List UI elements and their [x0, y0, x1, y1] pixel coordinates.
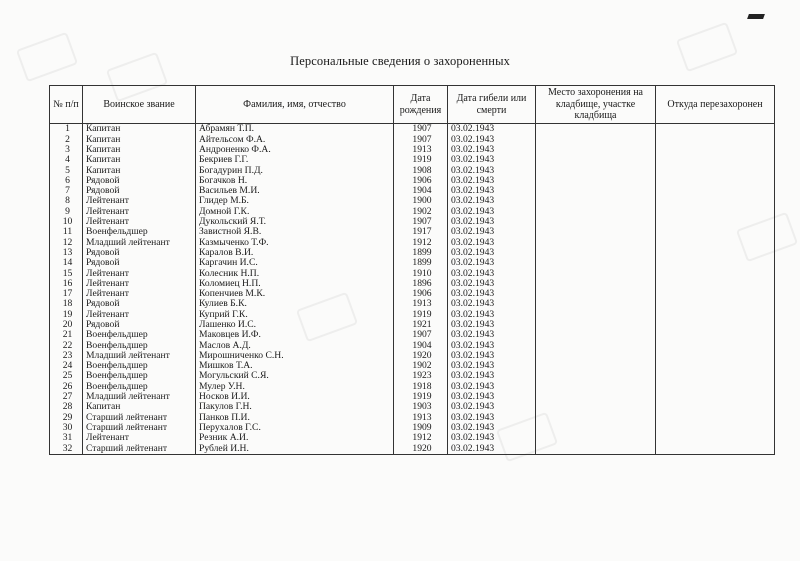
reburied-from-cell	[656, 423, 775, 433]
rank-cell: Рядовой	[83, 258, 196, 268]
death-date-cell: 03.02.1943	[448, 155, 536, 165]
name-cell: Пакулов Г.Н.	[196, 402, 394, 412]
name-cell: Кулиев Б.К.	[196, 299, 394, 309]
burial-place-cell	[536, 258, 656, 268]
death-date-cell: 03.02.1943	[448, 371, 536, 381]
reburied-from-cell	[656, 248, 775, 258]
name-cell: Айтельсом Ф.А.	[196, 134, 394, 144]
burial-place-cell	[536, 268, 656, 278]
rank-cell: Рядовой	[83, 299, 196, 309]
death-date-cell: 03.02.1943	[448, 381, 536, 391]
rank-cell: Младший лейтенант	[83, 351, 196, 361]
table-row	[50, 361, 775, 371]
rank-cell: Лейтенант	[83, 433, 196, 443]
name-cell: Васильев М.И.	[196, 186, 394, 196]
rank-cell: Старший лейтенант	[83, 412, 196, 422]
rank-cell: Старший лейтенант	[83, 423, 196, 433]
birth-year-cell: 1902	[394, 361, 448, 371]
name-cell: Мулер У.Н.	[196, 381, 394, 391]
birth-year-cell: 1906	[394, 289, 448, 299]
birth-year-cell: 1906	[394, 175, 448, 185]
rank-cell: Капитан	[83, 124, 196, 135]
name-cell: Богачков Н.	[196, 175, 394, 185]
header-reburied-from: Откуда перезахоронен	[656, 86, 775, 124]
reburied-from-cell	[656, 268, 775, 278]
burial-place-cell	[536, 134, 656, 144]
table-row	[50, 340, 775, 350]
burial-place-cell	[536, 145, 656, 155]
table-row	[50, 423, 775, 433]
death-date-cell: 03.02.1943	[448, 320, 536, 330]
reburied-from-cell	[656, 258, 775, 268]
birth-year-cell: 1899	[394, 258, 448, 268]
row-number: 23	[50, 351, 83, 361]
reburied-from-cell	[656, 155, 775, 165]
row-number: 32	[50, 443, 83, 454]
row-number: 13	[50, 248, 83, 258]
row-number: 28	[50, 402, 83, 412]
row-number: 21	[50, 330, 83, 340]
reburied-from-cell	[656, 237, 775, 247]
birth-year-cell: 1907	[394, 217, 448, 227]
burial-place-cell	[536, 423, 656, 433]
reburied-from-cell	[656, 134, 775, 144]
header-rank: Воинское звание	[83, 86, 196, 124]
name-cell: Куприй Г.К.	[196, 309, 394, 319]
table-row	[50, 392, 775, 402]
rank-cell: Военфельдшер	[83, 371, 196, 381]
table-row	[50, 268, 775, 278]
table-row	[50, 165, 775, 175]
row-number: 14	[50, 258, 83, 268]
birth-year-cell: 1904	[394, 186, 448, 196]
birth-year-cell: 1903	[394, 402, 448, 412]
reburied-from-cell	[656, 309, 775, 319]
reburied-from-cell	[656, 196, 775, 206]
table-row	[50, 237, 775, 247]
birth-year-cell: 1917	[394, 227, 448, 237]
burial-place-cell	[536, 217, 656, 227]
death-date-cell: 03.02.1943	[448, 433, 536, 443]
name-cell: Глидер М.Б.	[196, 196, 394, 206]
table-row	[50, 443, 775, 454]
rank-cell: Лейтенант	[83, 289, 196, 299]
name-cell: Завистной Я.В.	[196, 227, 394, 237]
row-number: 8	[50, 196, 83, 206]
reburied-from-cell	[656, 351, 775, 361]
name-cell: Мишков Т.А.	[196, 361, 394, 371]
row-number: 31	[50, 433, 83, 443]
row-number: 5	[50, 165, 83, 175]
rank-cell: Военфельдшер	[83, 340, 196, 350]
birth-year-cell: 1902	[394, 206, 448, 216]
rank-cell: Младший лейтенант	[83, 392, 196, 402]
death-date-cell: 03.02.1943	[448, 248, 536, 258]
death-date-cell: 03.02.1943	[448, 278, 536, 288]
table-body	[50, 124, 775, 455]
birth-year-cell: 1923	[394, 371, 448, 381]
reburied-from-cell	[656, 402, 775, 412]
table-row	[50, 278, 775, 288]
death-date-cell: 03.02.1943	[448, 412, 536, 422]
birth-year-cell: 1920	[394, 443, 448, 454]
header-birth-date: Дата рождения	[394, 86, 448, 124]
table-row	[50, 175, 775, 185]
birth-year-cell: 1899	[394, 248, 448, 258]
death-date-cell: 03.02.1943	[448, 340, 536, 350]
table-row	[50, 258, 775, 268]
rank-cell: Рядовой	[83, 175, 196, 185]
table-row	[50, 371, 775, 381]
table-row	[50, 320, 775, 330]
burial-place-cell	[536, 320, 656, 330]
reburied-from-cell	[656, 227, 775, 237]
row-number: 1	[50, 124, 83, 135]
table-row	[50, 206, 775, 216]
death-date-cell: 03.02.1943	[448, 402, 536, 412]
row-number: 12	[50, 237, 83, 247]
reburied-from-cell	[656, 371, 775, 381]
birth-year-cell: 1919	[394, 392, 448, 402]
reburied-from-cell	[656, 186, 775, 196]
row-number: 10	[50, 217, 83, 227]
rank-cell: Капитан	[83, 402, 196, 412]
row-number: 16	[50, 278, 83, 288]
reburied-from-cell	[656, 124, 775, 135]
table-row	[50, 227, 775, 237]
table-row	[50, 412, 775, 422]
name-cell: Домной Г.К.	[196, 206, 394, 216]
table-row	[50, 433, 775, 443]
table-row	[50, 351, 775, 361]
row-number: 7	[50, 186, 83, 196]
rank-cell: Военфельдшер	[83, 361, 196, 371]
burial-place-cell	[536, 237, 656, 247]
death-date-cell: 03.02.1943	[448, 289, 536, 299]
row-number: 22	[50, 340, 83, 350]
death-date-cell: 03.02.1943	[448, 217, 536, 227]
table-row	[50, 196, 775, 206]
birth-year-cell: 1907	[394, 330, 448, 340]
table-row	[50, 381, 775, 391]
death-date-cell: 03.02.1943	[448, 237, 536, 247]
burial-place-cell	[536, 248, 656, 258]
header-burial-place: Место захоронения на кладбище, участке кладбища	[536, 86, 656, 124]
death-date-cell: 03.02.1943	[448, 299, 536, 309]
birth-year-cell: 1908	[394, 165, 448, 175]
name-cell: Могульский С.Я.	[196, 371, 394, 381]
death-date-cell: 03.02.1943	[448, 309, 536, 319]
rank-cell: Младший лейтенант	[83, 237, 196, 247]
name-cell: Перухалов Г.С.	[196, 423, 394, 433]
rank-cell: Лейтенант	[83, 196, 196, 206]
burial-place-cell	[536, 330, 656, 340]
death-date-cell: 03.02.1943	[448, 268, 536, 278]
table-row	[50, 155, 775, 165]
burial-place-cell	[536, 340, 656, 350]
death-date-cell: 03.02.1943	[448, 196, 536, 206]
row-number: 11	[50, 227, 83, 237]
burial-place-cell	[536, 361, 656, 371]
reburied-from-cell	[656, 145, 775, 155]
page-title: Персональные сведения о захороненных	[290, 54, 510, 68]
row-number: 15	[50, 268, 83, 278]
header-full-name: Фамилия, имя, отчество	[196, 86, 394, 124]
reburied-from-cell	[656, 217, 775, 227]
rank-cell: Капитан	[83, 145, 196, 155]
name-cell: Панков П.И.	[196, 412, 394, 422]
burial-place-cell	[536, 443, 656, 454]
name-cell: Маслов А.Д.	[196, 340, 394, 350]
birth-year-cell: 1909	[394, 423, 448, 433]
reburied-from-cell	[656, 412, 775, 422]
name-cell: Абрамян Т.П.	[196, 124, 394, 135]
burial-place-cell	[536, 351, 656, 361]
death-date-cell: 03.02.1943	[448, 124, 536, 135]
rank-cell: Лейтенант	[83, 268, 196, 278]
header-number: № п/п	[50, 86, 83, 124]
death-date-cell: 03.02.1943	[448, 186, 536, 196]
row-number: 20	[50, 320, 83, 330]
death-date-cell: 03.02.1943	[448, 227, 536, 237]
rank-cell: Капитан	[83, 155, 196, 165]
row-number: 24	[50, 361, 83, 371]
rank-cell: Лейтенант	[83, 278, 196, 288]
name-cell: Каргачин И.С.	[196, 258, 394, 268]
burial-place-cell	[536, 206, 656, 216]
reburied-from-cell	[656, 165, 775, 175]
row-number: 26	[50, 381, 83, 391]
table-row	[50, 289, 775, 299]
row-number: 18	[50, 299, 83, 309]
table-row	[50, 402, 775, 412]
reburied-from-cell	[656, 381, 775, 391]
row-number: 3	[50, 145, 83, 155]
table-row	[50, 145, 775, 155]
birth-year-cell: 1907	[394, 134, 448, 144]
birth-year-cell: 1913	[394, 412, 448, 422]
birth-year-cell: 1921	[394, 320, 448, 330]
burial-place-cell	[536, 175, 656, 185]
rank-cell: Лейтенант	[83, 217, 196, 227]
burial-place-cell	[536, 155, 656, 165]
row-number: 30	[50, 423, 83, 433]
name-cell: Бекриев Г.Г.	[196, 155, 394, 165]
name-cell: Резник А.И.	[196, 433, 394, 443]
rank-cell: Капитан	[83, 134, 196, 144]
row-number: 2	[50, 134, 83, 144]
burial-place-cell	[536, 412, 656, 422]
birth-year-cell: 1912	[394, 433, 448, 443]
header-death-date: Дата гибели или смерти	[448, 86, 536, 124]
rank-cell: Рядовой	[83, 186, 196, 196]
name-cell: Коломиец Н.П.	[196, 278, 394, 288]
death-date-cell: 03.02.1943	[448, 175, 536, 185]
reburied-from-cell	[656, 392, 775, 402]
burial-place-cell	[536, 278, 656, 288]
table-row	[50, 299, 775, 309]
name-cell: Рублей И.Н.	[196, 443, 394, 454]
death-date-cell: 03.02.1943	[448, 165, 536, 175]
rank-cell: Рядовой	[83, 248, 196, 258]
name-cell: Копенчиев М.К.	[196, 289, 394, 299]
birth-year-cell: 1920	[394, 351, 448, 361]
rank-cell: Старший лейтенант	[83, 443, 196, 454]
burial-place-cell	[536, 289, 656, 299]
rank-cell: Лейтенант	[83, 206, 196, 216]
name-cell: Мирошниченко С.Н.	[196, 351, 394, 361]
scan-mark	[747, 14, 765, 19]
birth-year-cell: 1913	[394, 299, 448, 309]
burial-place-cell	[536, 381, 656, 391]
name-cell: Носков И.И.	[196, 392, 394, 402]
rank-cell: Военфельдшер	[83, 330, 196, 340]
birth-year-cell: 1896	[394, 278, 448, 288]
burial-table	[49, 85, 775, 455]
death-date-cell: 03.02.1943	[448, 443, 536, 454]
birth-year-cell: 1907	[394, 124, 448, 135]
birth-year-cell: 1912	[394, 237, 448, 247]
reburied-from-cell	[656, 278, 775, 288]
reburied-from-cell	[656, 175, 775, 185]
death-date-cell: 03.02.1943	[448, 361, 536, 371]
burial-place-cell	[536, 186, 656, 196]
name-cell: Андроненко Ф.А.	[196, 145, 394, 155]
birth-year-cell: 1918	[394, 381, 448, 391]
death-date-cell: 03.02.1943	[448, 392, 536, 402]
birth-year-cell: 1919	[394, 309, 448, 319]
name-cell: Маковцев И.Ф.	[196, 330, 394, 340]
table-row	[50, 186, 775, 196]
birth-year-cell: 1913	[394, 145, 448, 155]
burial-place-cell	[536, 309, 656, 319]
name-cell: Казмыченко Т.Ф.	[196, 237, 394, 247]
death-date-cell: 03.02.1943	[448, 330, 536, 340]
burial-place-cell	[536, 124, 656, 135]
birth-year-cell: 1900	[394, 196, 448, 206]
reburied-from-cell	[656, 443, 775, 454]
row-number: 17	[50, 289, 83, 299]
birth-year-cell: 1919	[394, 155, 448, 165]
reburied-from-cell	[656, 206, 775, 216]
burial-place-cell	[536, 227, 656, 237]
death-date-cell: 03.02.1943	[448, 134, 536, 144]
death-date-cell: 03.02.1943	[448, 258, 536, 268]
name-cell: Колесник Н.П.	[196, 268, 394, 278]
reburied-from-cell	[656, 299, 775, 309]
death-date-cell: 03.02.1943	[448, 206, 536, 216]
name-cell: Дукольский Я.Т.	[196, 217, 394, 227]
death-date-cell: 03.02.1943	[448, 145, 536, 155]
table-row	[50, 134, 775, 144]
reburied-from-cell	[656, 340, 775, 350]
row-number: 9	[50, 206, 83, 216]
reburied-from-cell	[656, 433, 775, 443]
rank-cell: Рядовой	[83, 320, 196, 330]
reburied-from-cell	[656, 330, 775, 340]
row-number: 6	[50, 175, 83, 185]
rank-cell: Капитан	[83, 165, 196, 175]
table-row	[50, 217, 775, 227]
reburied-from-cell	[656, 289, 775, 299]
reburied-from-cell	[656, 361, 775, 371]
burial-place-cell	[536, 392, 656, 402]
name-cell: Лашенко И.С.	[196, 320, 394, 330]
rank-cell: Военфельдшер	[83, 381, 196, 391]
rank-cell: Лейтенант	[83, 309, 196, 319]
table-row	[50, 124, 775, 135]
rank-cell: Военфельдшер	[83, 227, 196, 237]
burial-place-cell	[536, 433, 656, 443]
row-number: 19	[50, 309, 83, 319]
reburied-from-cell	[656, 320, 775, 330]
burial-place-cell	[536, 165, 656, 175]
row-number: 25	[50, 371, 83, 381]
table-row	[50, 330, 775, 340]
table-row	[50, 248, 775, 258]
death-date-cell: 03.02.1943	[448, 423, 536, 433]
row-number: 4	[50, 155, 83, 165]
burial-place-cell	[536, 299, 656, 309]
birth-year-cell: 1910	[394, 268, 448, 278]
table-header-row	[50, 86, 775, 124]
burial-place-cell	[536, 371, 656, 381]
row-number: 29	[50, 412, 83, 422]
name-cell: Каралов В.И.	[196, 248, 394, 258]
table-row	[50, 309, 775, 319]
burial-place-cell	[536, 402, 656, 412]
burial-place-cell	[536, 196, 656, 206]
death-date-cell: 03.02.1943	[448, 351, 536, 361]
row-number: 27	[50, 392, 83, 402]
name-cell: Богадурин П.Д.	[196, 165, 394, 175]
birth-year-cell: 1904	[394, 340, 448, 350]
